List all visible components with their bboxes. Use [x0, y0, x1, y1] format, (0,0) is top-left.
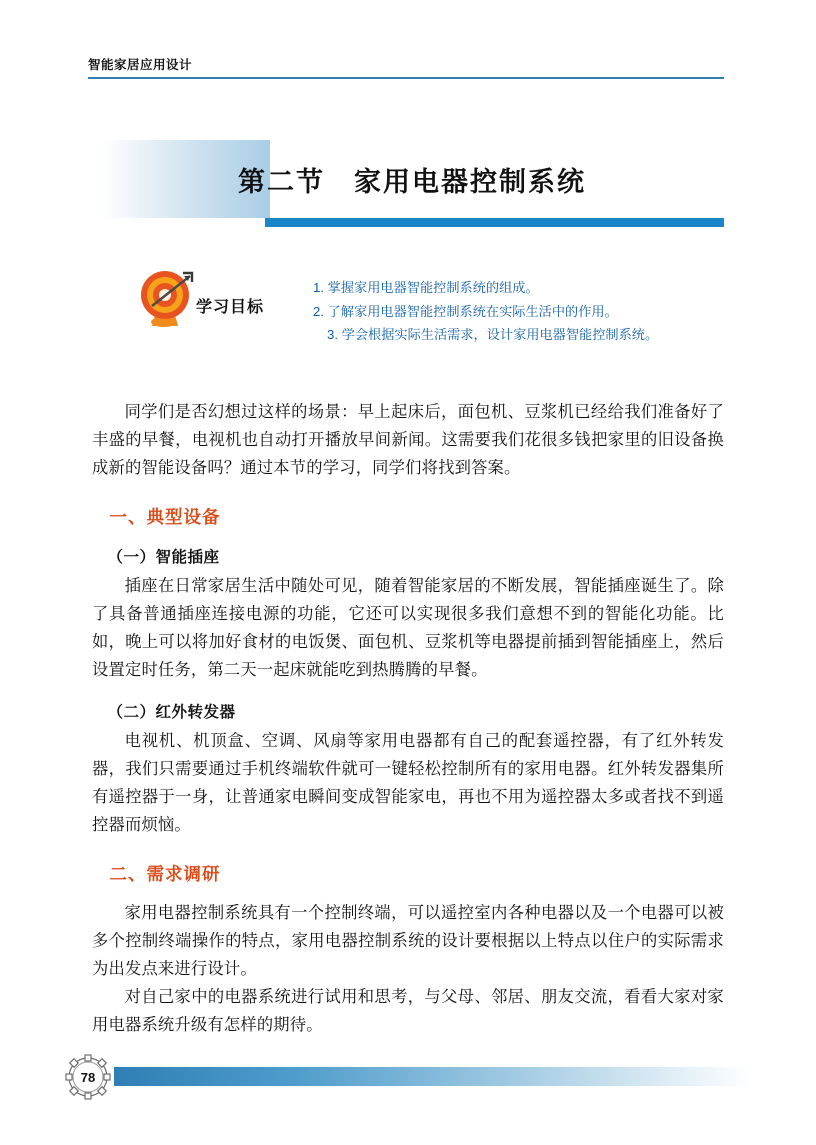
- section-title: 第二节 家用电器控制系统: [238, 166, 586, 197]
- page-number-badge: [62, 1053, 114, 1101]
- heading-typical-devices: 一、典型设备: [109, 507, 221, 528]
- learning-goals-label: 学习目标: [196, 299, 265, 316]
- section-title-band: [100, 140, 724, 218]
- page-footer: [62, 1053, 752, 1103]
- learning-goal-item: 2. 了解家用电器智能控制系统在实际生活中的作用。: [313, 303, 618, 319]
- running-head-text: 智能家居应用设计: [88, 58, 193, 72]
- running-head: [88, 55, 724, 79]
- paragraph-ir-repeater: 电视机、机顶盒、空调、风扇等家用电器都有自己的配套遥控器，有了红外转发器，我们只需要通过手机终端软件就可一键轻松控制所有的家用电器。红外转发器集所有遥控器于一身，让普通家电瞬间变成智能家电，再也不用为遥控器太多或者找不到遥控器而烦恼。: [92, 731, 724, 835]
- page-number: 78: [80, 1069, 96, 1085]
- learning-goals-list: [313, 276, 723, 347]
- paragraph-requirements-1: 家用电器控制系统具有一个控制终端，可以遥控室内各种电器以及一个电器可以被多个控制终端操作的特点，家用电器控制系统的设计要根据以上特点以住户的实际需求为出发点来进行设计。: [92, 903, 724, 979]
- running-head-rule: [88, 77, 724, 79]
- target-icon: [128, 260, 204, 336]
- footer-bar: [114, 1067, 752, 1086]
- learning-goals-header: [120, 258, 310, 338]
- learning-goal-item: 3. 学会根据实际生活需求，设计家用电器智能控制系统。: [327, 327, 659, 342]
- intro-paragraph: 同学们是否幻想过这样的场景：早上起床后，面包机、豆浆机已经给我们准备好了丰盛的早餐，电视机也自动打开播放早间新闻。这需要我们花很多钱把家里的旧设备换成新的智能设备吗？通过本节的学习，同学们将找到答案。: [92, 402, 724, 478]
- learning-goal-item: 1. 掌握家用电器智能控制系统的组成。: [313, 280, 539, 295]
- body-content: [92, 398, 724, 1040]
- section-title-underline: [265, 218, 724, 227]
- heading-requirements-research: 二、需求调研: [109, 864, 221, 885]
- paragraph-requirements-2: 对自己家中的电器系统进行试用和思考，与父母、邻居、朋友交流，看看大家对家用电器系统升级有怎样的期待。: [92, 987, 724, 1035]
- heading-smart-socket: （一）智能插座: [107, 549, 220, 567]
- heading-ir-repeater: （二）红外转发器: [107, 704, 236, 722]
- paragraph-smart-socket: 插座在日常家居生活中随处可见，随着智能家居的不断发展，智能插座诞生了。除了具备普通插座连接电源的功能，它还可以实现很多我们意想不到的智能化功能。比如，晚上可以将加好食材的电饭煲、面包机、豆浆机等电器提前插到智能插座上，然后设置定时任务，第二天一起床就能吃到热腾腾的早餐。: [92, 576, 724, 680]
